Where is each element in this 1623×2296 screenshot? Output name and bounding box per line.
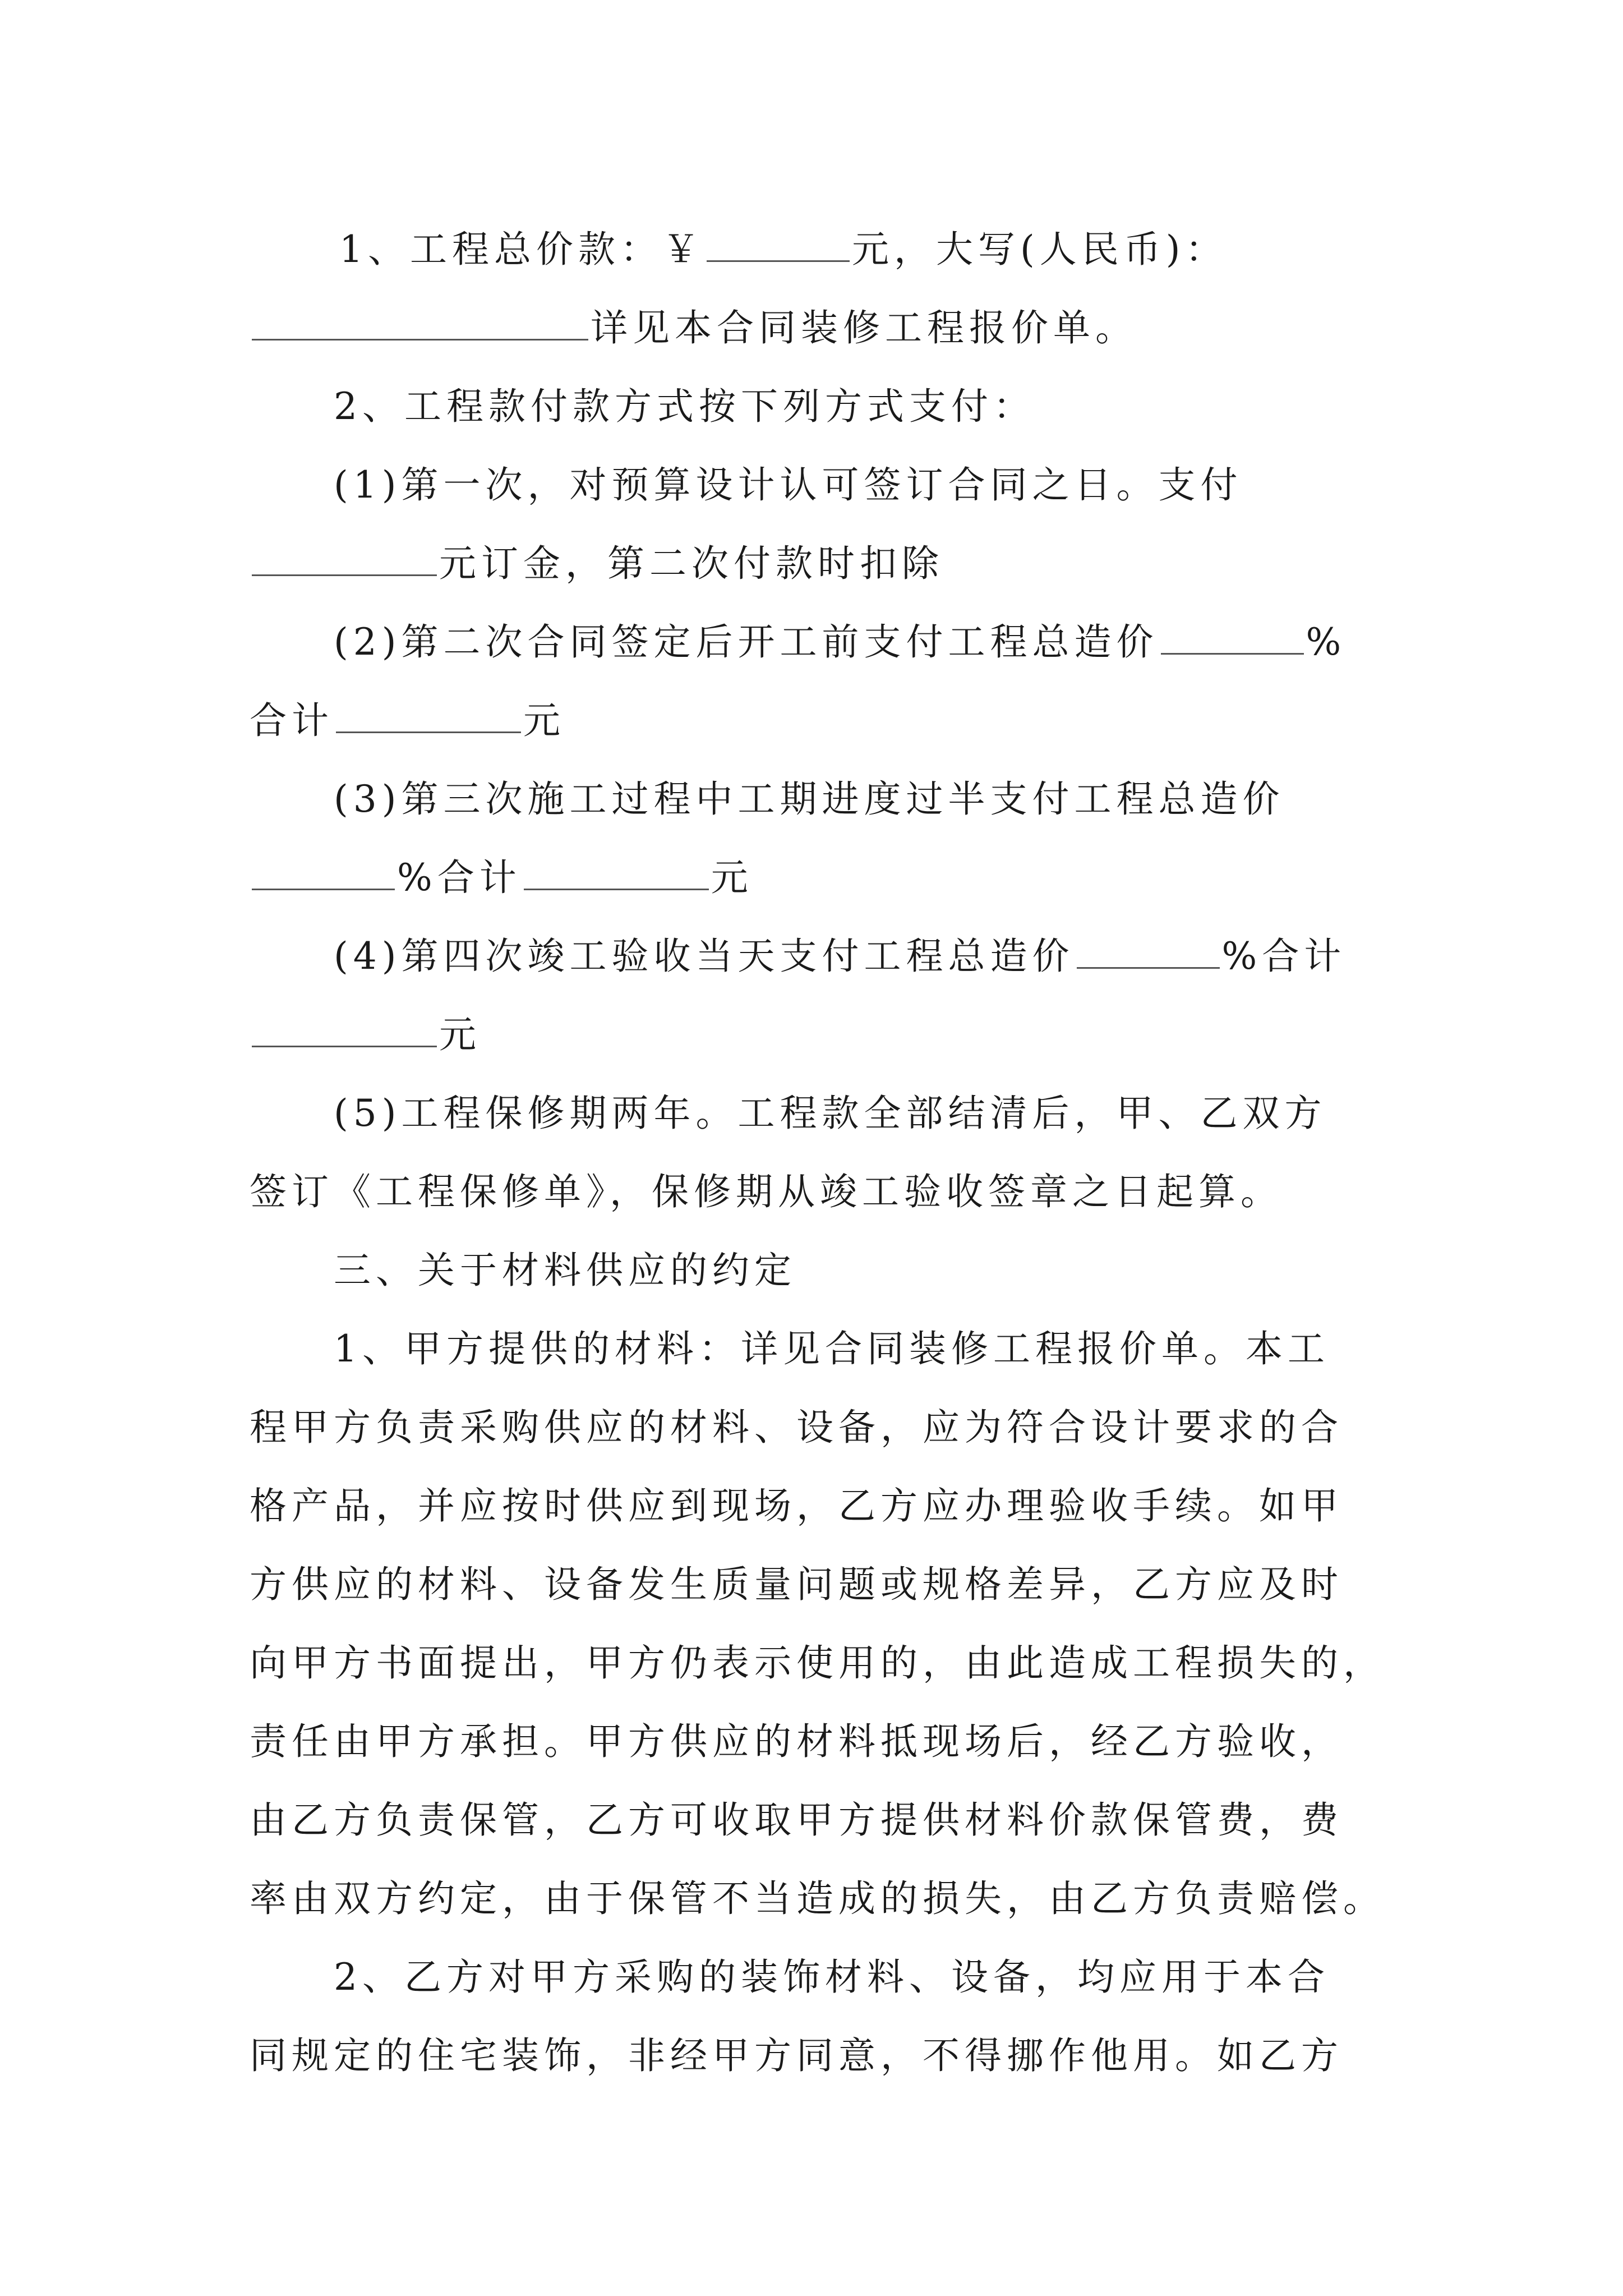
text-segment: 2、乙方对甲方采购的装饰材料、设备，均应用于本合 <box>334 1955 1330 1999</box>
text-line <box>250 1938 1377 2017</box>
section-heading <box>250 1231 1377 1310</box>
text-line <box>250 1624 1385 1703</box>
total-price-label: 1、工程总价款：￥ <box>339 228 704 271</box>
text-line <box>250 1074 1377 1153</box>
blank-field <box>336 706 521 733</box>
text-segment: 元订金，第二次付款时扣除 <box>439 542 944 585</box>
text-segment: 元，大写(人民币)： <box>852 228 1228 271</box>
blank-field <box>707 234 850 262</box>
text-line <box>250 524 1377 603</box>
text-line <box>250 996 1377 1074</box>
text-line <box>250 1545 1377 1624</box>
text-segment: 程甲方负责采购供应的材料、设备，应为符合设计要求的合 <box>250 1406 1343 1449</box>
blank-field <box>252 863 395 890</box>
blank-field <box>524 863 709 890</box>
text-segment: 元 <box>523 699 565 742</box>
text-segment: 向甲方书面提出，甲方仍表示使用的，由此造成工程损失的， <box>250 1641 1385 1685</box>
text-line <box>250 603 1377 682</box>
blank-field <box>252 549 437 576</box>
text-segment: 签订《工程保修单》，保修期从竣工验收签章之日起算。 <box>250 1170 1283 1213</box>
text-segment: (1)第一次，对预算设计认可签订合同之日。支付 <box>334 463 1243 507</box>
text-segment: %合计 <box>1221 935 1347 978</box>
text-line <box>250 1153 1377 1231</box>
blank-field <box>252 1020 437 1047</box>
text-line <box>250 1781 1377 1860</box>
blank-field <box>1161 627 1304 655</box>
text-line <box>250 210 1377 289</box>
text-line <box>250 1388 1377 1467</box>
text-line <box>250 1310 1377 1388</box>
text-segment: 方供应的材料、设备发生质量问题或规格差异，乙方应及时 <box>250 1563 1343 1606</box>
text-line <box>250 760 1377 839</box>
text-line <box>250 1467 1377 1545</box>
text-segment: (2)第二次合同签定后开工前支付工程总造价 <box>334 620 1159 664</box>
text-line <box>250 917 1377 996</box>
text-line <box>250 682 1377 760</box>
text-line <box>250 367 1377 446</box>
text-segment: (5)工程保修期两年。工程款全部结清后，甲、乙双方 <box>334 1092 1327 1135</box>
text-segment: (4)第四次竣工验收当天支付工程总造价 <box>334 935 1075 978</box>
text-segment: %合计 <box>397 856 522 899</box>
text-segment: 详见本合同装修工程报价单。 <box>591 306 1137 349</box>
text-line <box>250 839 1377 917</box>
text-line <box>250 1860 1385 1938</box>
text-segment: 由乙方负责保管，乙方可收取甲方提供材料价款保管费，费 <box>250 1798 1343 1842</box>
text-line <box>250 289 1377 367</box>
text-segment: 元 <box>439 1013 481 1056</box>
text-segment: 同规定的住宅装饰，非经甲方同意，不得挪作他用。如乙方 <box>250 2034 1343 2077</box>
blank-field <box>1077 941 1220 969</box>
text-segment: 合计 <box>250 699 334 742</box>
document-body <box>250 210 1385 2095</box>
text-segment: 率由双方约定，由于保管不当造成的损失，由乙方负责赔偿。 <box>250 1877 1385 1920</box>
text-segment: 责任由甲方承担。甲方供应的材料抵现场后，经乙方验收， <box>250 1720 1343 1763</box>
text-segment: (3)第三次施工过程中工期进度过半支付工程总造价 <box>334 777 1285 821</box>
text-segment: 格产品，并应按时供应到现场，乙方应办理验收手续。如甲 <box>250 1484 1343 1527</box>
blank-field <box>252 313 588 341</box>
text-segment: % <box>1306 620 1347 664</box>
text-segment: 1、甲方提供的材料：详见合同装修工程报价单。本工 <box>334 1327 1330 1370</box>
text-segment: 2、工程款付款方式按下列方式支付： <box>334 385 1035 428</box>
text-line <box>250 446 1377 524</box>
text-segment: 三、关于材料供应的约定 <box>334 1249 796 1292</box>
text-line <box>250 1703 1377 1781</box>
text-segment: 元 <box>711 856 753 899</box>
text-line <box>250 2017 1377 2095</box>
